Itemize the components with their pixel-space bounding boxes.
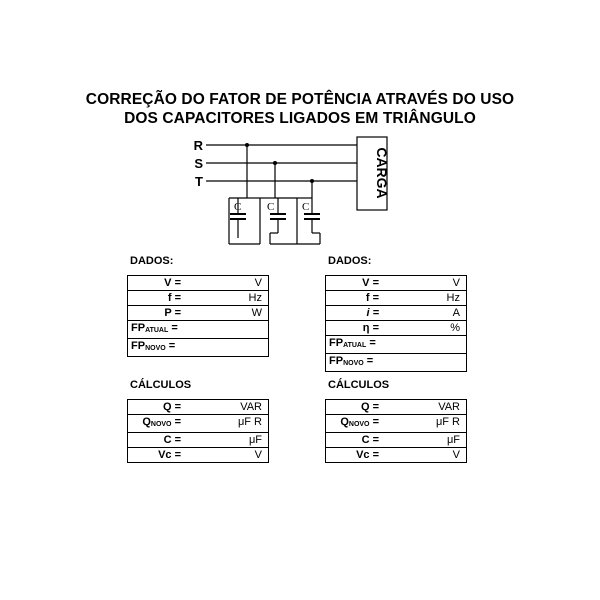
row-unit: μF: [446, 434, 460, 446]
table-row: [128, 415, 269, 433]
row-label: f =: [365, 292, 379, 304]
left-calculos-label: CÁLCULOS: [130, 379, 192, 391]
row-label: V =: [164, 277, 181, 289]
capacitor-3-label: C: [302, 201, 310, 213]
phase-r-label: R: [193, 138, 203, 153]
row-unit: %: [450, 322, 460, 334]
page-title-line-2: DOS CAPACITORES LIGADOS EM TRIÂNGULO: [124, 110, 476, 127]
table-row: [128, 448, 269, 463]
row-label: $Q_{NOVO}$ =: [340, 416, 379, 428]
table-row: [128, 400, 269, 415]
fp-novo-label: $FP_{NOVO}$ =: [329, 355, 374, 367]
table-row: [128, 433, 269, 448]
left-calculos-table: [127, 399, 269, 463]
table-row: [326, 291, 467, 306]
table-row: [326, 433, 467, 448]
left-dados-table: [127, 275, 269, 357]
table-row: [128, 276, 269, 291]
page-title-line-1: CORREÇÃO DO FATOR DE POTÊNCIA ATRAVÉS DO USO: [85, 91, 515, 108]
row-unit: V: [452, 277, 460, 289]
load-label: CARGA: [374, 147, 390, 199]
table-row: [326, 415, 467, 433]
row-unit: W: [251, 307, 262, 319]
table-row: [326, 448, 467, 463]
right-dados-table: [325, 275, 467, 372]
table-row: [128, 306, 269, 321]
row-label: P =: [164, 307, 181, 319]
row-label: C =: [163, 434, 181, 446]
row-label: $Q_{NOVO}$ =: [142, 416, 181, 428]
table-row: [326, 400, 467, 415]
phase-s-label: S: [194, 156, 203, 171]
row-unit: VAR: [240, 401, 262, 413]
table-row: [326, 306, 467, 321]
row-unit: V: [254, 449, 262, 461]
row-unit: VAR: [438, 401, 460, 413]
row-label: η =: [362, 322, 379, 334]
table-row: [326, 336, 467, 354]
right-calculos-table: [325, 399, 467, 463]
row-label: f =: [167, 292, 181, 304]
delta-capacitor-diagram: [0, 0, 600, 260]
table-row: [326, 354, 467, 372]
table-row: [128, 321, 269, 339]
row-unit: A: [452, 307, 460, 319]
row-unit: μF R: [237, 416, 262, 428]
row-label: V =: [362, 277, 379, 289]
fp-atual-label: $FP_{ATUAL}$ =: [329, 337, 376, 349]
phase-t-label: T: [195, 174, 203, 189]
row-unit: Hz: [446, 292, 460, 304]
left-dados-label: DADOS:: [130, 255, 174, 267]
fp-novo-label: $FP_{NOVO}$ =: [131, 340, 176, 352]
row-unit: μF: [248, 434, 262, 446]
row-label: Vc =: [356, 449, 379, 461]
row-unit: V: [452, 449, 460, 461]
row-label: Q =: [360, 401, 379, 413]
capacitor-1-label: C: [234, 201, 242, 213]
table-row: [326, 276, 467, 291]
table-row: [128, 291, 269, 306]
right-calculos-label: CÁLCULOS: [328, 379, 390, 391]
row-unit: μF R: [435, 416, 460, 428]
table-row: [326, 321, 467, 336]
row-label: C =: [361, 434, 379, 446]
row-label: Vc =: [158, 449, 181, 461]
fp-atual-label: $FP_{ATUAL}$ =: [131, 322, 178, 334]
table-row: [128, 339, 269, 357]
row-unit: Hz: [248, 292, 262, 304]
row-label: i =: [366, 307, 379, 319]
right-dados-label: DADOS:: [328, 255, 372, 267]
capacitor-2-label: C: [267, 201, 275, 213]
row-unit: V: [254, 277, 262, 289]
row-label: Q =: [162, 401, 181, 413]
